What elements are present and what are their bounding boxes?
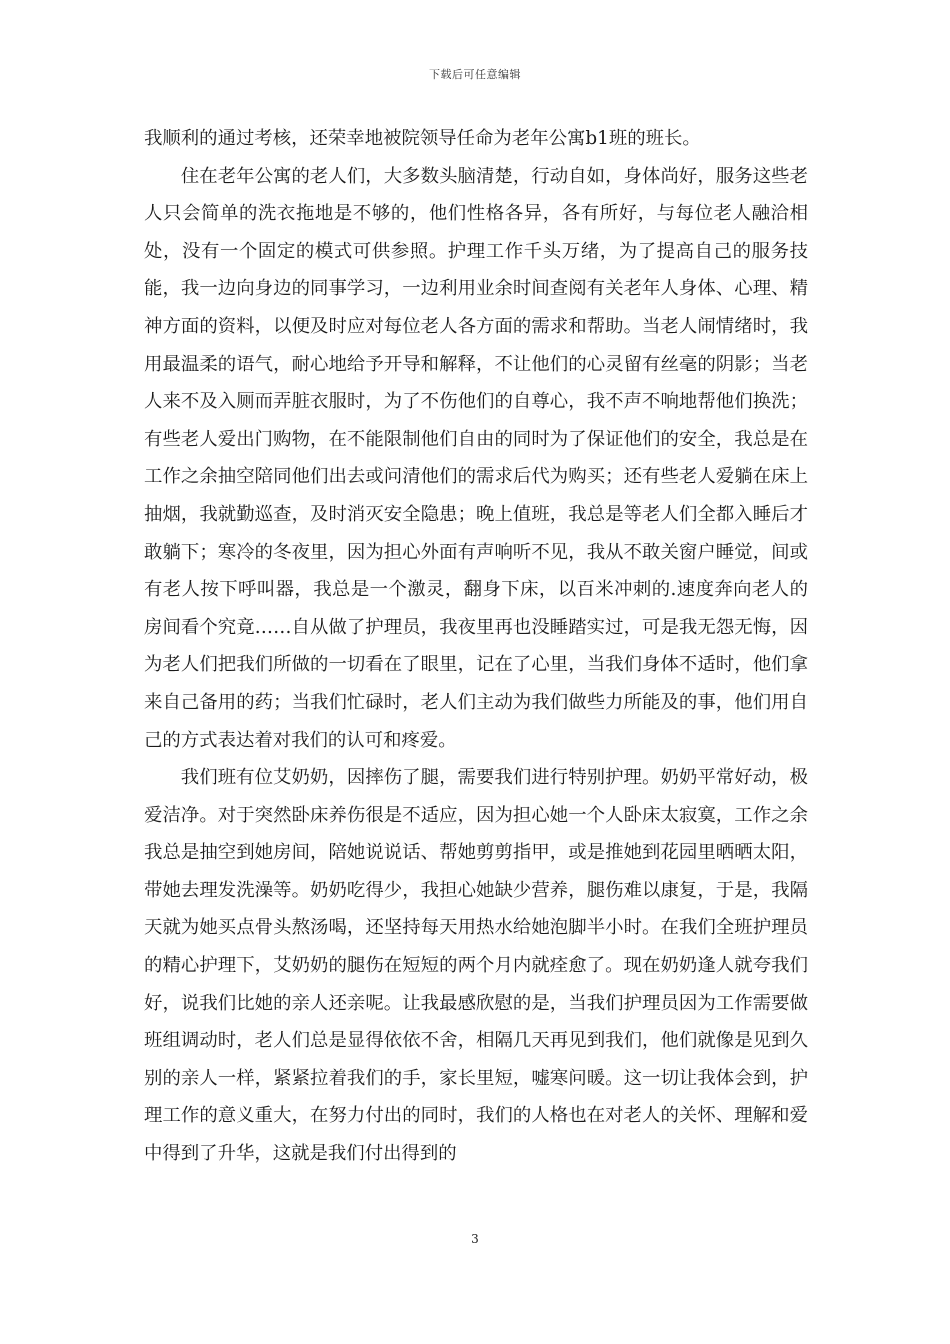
paragraph-2: 住在老年公寓的老人们，大多数头脑清楚，行动自如，身体尚好，服务这些老人只会简单的洗衣拖地是不够的，他们性格各异，各有所好，与每位老人融洽相处，没有一个固定的模式可供参照。护理工作千头万绪，为了提高自己的服务技能，我一边向身边的同事学习，一边利用业余时间查阅有关老年人身体、心理、精神方面的资料，以便及时应对每位老人各方面的需求和帮助。当老人闹情绪时，我用最温柔的语气，耐心地给予开导和解释，不让他们的心灵留有丝毫的阴影；当老人来不及入厕而弄脏衣服时，为了不伤他们的自尊心，我不声不响地帮他们换洗；有些老人爱出门购物，在不能限制他们自由的同时为了保证他们的安全，我总是在工作之余抽空陪同他们出去或问清他们的需求后代为购买；还有些老人爱躺在床上抽烟，我就勤巡查，及时消灭安全隐患；晚上值班，我总是等老人们全都入睡后才敢躺下；寒冷的冬夜里，因为担心外面有声响听不见，我从不敢关窗户睡觉，间或有老人按下呼叫器，我总是一个激灵，翻身下床，以百米冲刺的.速度奔向老人的房间看个究竟……自从做了护理员，我夜里再也没睡踏实过，可是我无怨无悔，因为老人们把我们所做的一切看在了眼里，记在了心里，当我们身体不适时，他们拿来自己备用的药；当我们忙碌时，老人们主动为我们做些力所能及的事，他们用自己的方式表达着对我们的认可和疼爱。: [144, 165, 808, 751]
document-body: [144, 120, 808, 1173]
page-number: 3: [471, 1232, 479, 1246]
paragraph-1: 我顺利的通过考核，还荣幸地被院领导任命为老年公寓b1班的班长。: [144, 128, 701, 149]
paragraph-3: 我们班有位艾奶奶，因摔伤了腿，需要我们进行特别护理。奶奶平常好动，极爱洁净。对于突然卧床养伤很是不适应，因为担心她一个人卧床太寂寞，工作之余我总是抽空到她房间，陪她说说话、帮她剪剪指甲，或是推她到花园里晒晒太阳，带她去理发洗澡等。奶奶吃得少，我担心她缺少营养，腿伤难以康复，于是，我隔天就为她买点骨头熬汤喝，还坚持每天用热水给她泡脚半小时。在我们全班护理员的精心护理下，艾奶奶的腿伤在短短的两个月内就痊愈了。现在奶奶逢人就夸我们好，说我们比她的亲人还亲呢。让我最感欣慰的是，当我们护理员因为工作需要做班组调动时，老人们总是显得依依不舍，相隔几天再见到我们，他们就像是见到久别的亲人一样，紧紧拉着我们的手，家长里短，嘘寒问暖。这一切让我体会到，护理工作的意义重大，在努力付出的同时，我们的人格也在对老人的关怀、理解和爱中得到了升华，这就是我们付出得到的: [144, 767, 808, 1165]
page-header: 下载后可任意编辑: [429, 68, 521, 81]
